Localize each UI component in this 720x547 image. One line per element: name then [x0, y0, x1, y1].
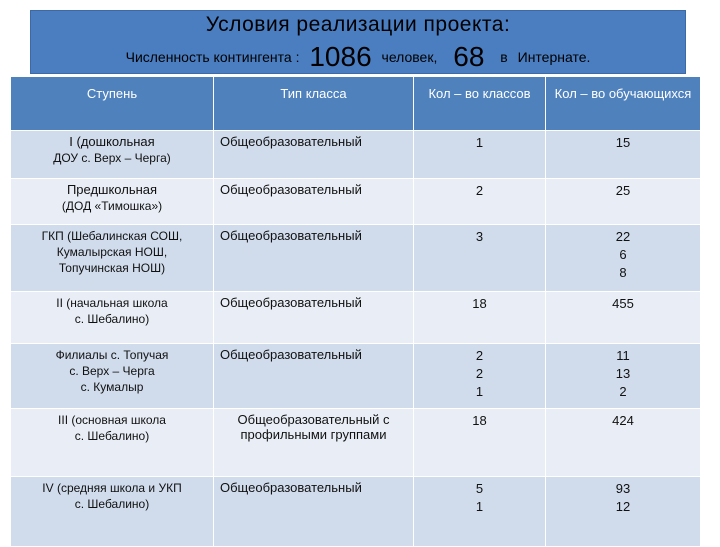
stage-detail: ГКП (Шебалинская СОШ, Кумалырская НОШ, Топучинская НОШ)	[41, 229, 183, 275]
header-class-type: Тип класса	[214, 77, 414, 131]
contingent-line	[31, 41, 685, 73]
boarding-label: Интернате.	[517, 49, 591, 65]
class-count-cell: 18	[414, 409, 546, 477]
table-row	[11, 292, 701, 344]
stage-cell	[11, 409, 214, 477]
class-type-cell: Общеобразовательный	[214, 131, 414, 179]
class-count-cell: 3	[414, 225, 546, 292]
table-header-row	[11, 77, 701, 131]
stage-lead: I (дошкольная	[69, 134, 155, 149]
table-row	[11, 179, 701, 225]
header-student-count: Кол – во обучающихся	[546, 77, 701, 131]
header-stage: Ступень	[11, 77, 214, 131]
table-row	[11, 344, 701, 409]
student-count-cell: 22 6 8	[546, 225, 701, 292]
class-type-cell: Общеобразовательный с профильными группами	[214, 409, 414, 477]
stage-cell	[11, 179, 214, 225]
stage-detail: Филиалы с. Топучая с. Верх – Черга с. Кумалыр	[55, 348, 169, 394]
table-row	[11, 409, 701, 477]
in-word: в	[500, 49, 508, 65]
stage-detail: ДОУ с. Верх – Черга)	[53, 151, 171, 165]
class-type-cell: Общеобразовательный	[214, 344, 414, 409]
stage-cell	[11, 344, 214, 409]
stage-detail: II (начальная школа с. Шебалино)	[56, 296, 168, 326]
class-type-cell: Общеобразовательный	[214, 179, 414, 225]
people-label: человек,	[381, 49, 438, 65]
class-type-cell: Общеобразовательный	[214, 292, 414, 344]
contingent-table	[10, 76, 701, 547]
table-row	[11, 477, 701, 547]
boarding-count: 68	[453, 41, 485, 72]
stage-cell	[11, 131, 214, 179]
class-count-cell: 5 1	[414, 477, 546, 547]
total-count: 1086	[309, 41, 372, 72]
class-count-cell: 18	[414, 292, 546, 344]
student-count-cell: 424	[546, 409, 701, 477]
contingent-label: Численность контингента :	[125, 49, 300, 65]
header-class-count: Кол – во классов	[414, 77, 546, 131]
class-type-cell: Общеобразовательный	[214, 477, 414, 547]
stage-detail: (ДОД «Тимошка»)	[61, 199, 163, 213]
class-count-cell: 2 2 1	[414, 344, 546, 409]
student-count-cell: 25	[546, 179, 701, 225]
student-count-cell: 15	[546, 131, 701, 179]
class-count-cell: 1	[414, 131, 546, 179]
stage-detail: III (основная школа с. Шебалино)	[58, 413, 166, 443]
table-row	[11, 131, 701, 179]
class-count-cell: 2	[414, 179, 546, 225]
student-count-cell: 455	[546, 292, 701, 344]
stage-detail: IV (средняя школа и УКП с. Шебалино)	[42, 481, 182, 511]
stage-cell	[11, 292, 214, 344]
class-type-cell: Общеобразовательный	[214, 225, 414, 292]
student-count-cell: 11 13 2	[546, 344, 701, 409]
title-banner	[30, 10, 686, 74]
stage-cell	[11, 225, 214, 292]
table-row	[11, 225, 701, 292]
stage-lead: Предшкольная	[66, 182, 158, 197]
page-title: Условия реализации проекта:	[205, 13, 511, 36]
stage-cell	[11, 477, 214, 547]
student-count-cell: 93 12	[546, 477, 701, 547]
